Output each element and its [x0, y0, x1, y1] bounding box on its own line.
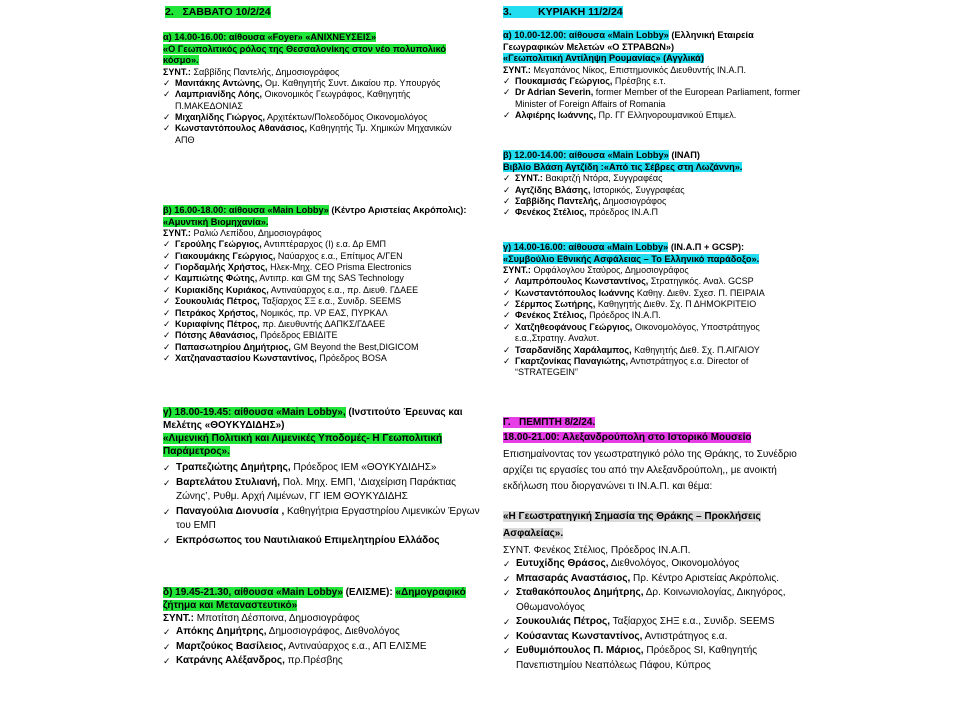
speaker-description: Διεθνολόγος, Οικονομολόγος: [610, 558, 740, 569]
moderator: ΣΥΝΤ. Φενέκος Στέλιος, Πρόεδρος ΙΝ.Α.Π.: [503, 545, 691, 556]
speaker-description: Αντιπτέραρχος (I) ε.α. Δρ ΕΜΠ: [263, 239, 387, 250]
speaker-description: Καθηγητής Διεθ. Σχ. Π.ΑΙΓΑΙΟΥ: [634, 344, 760, 355]
session-b: β) 12.00-14.00: αίθουσα «Main Lobby» (ΙΝΑΠ) Βιβλίο Βλάση Αγτζίδη :«Από τις Σέβρες στη Λωζάννη». ✓ ΣΥΝΤ.: Βακιρτζή Ντόρα, Συγγραφέας ✓ Αγτζίδης Βλάσης, Ιστορικός, Συγγραφέας ✓ Σαββίδης Παντελής, Δημοσιογράφος ✓ Φενέκος Στέλιος, πρόεδρος ΙΝ.Α.Π: [503, 150, 803, 219]
speaker-list: [163, 461, 485, 548]
speaker-item: [163, 296, 483, 307]
speaker-name: Κωνσταντόπουλος Αθανάσιος,: [175, 123, 308, 134]
speaker-description: πρ. Διευθυντής ΔΑΠΚΣ/ΓΔΑΕΕ: [262, 319, 386, 330]
moderator: ΣΥΝΤ.: Σαββίδης Παντελής, Δημοσιογράφος: [163, 66, 340, 77]
speaker-name: Πότσης Αθανάσιος,: [175, 330, 258, 341]
session-title: δ) 19.45-21.30, αίθουσα «Main Lobby»: [163, 587, 343, 598]
speaker-name: Γιακουμάκης Γεώργιος,: [175, 250, 276, 261]
speaker-item: [163, 342, 483, 353]
speaker-name: Φενέκος Στέλιος,: [515, 310, 587, 321]
speaker-description: Καθηγητής Τμ. Χημικών Μηχανικών ΑΠΘ: [175, 123, 452, 145]
speaker-name: Σουκουλιάς Πέτρος,: [175, 296, 260, 307]
speaker-description: Δημοσιογράφος, Διεθνολόγος: [268, 626, 400, 637]
session-g: [503, 416, 809, 673]
speaker-description: Πρόεδρος ΙΕΜ «ΘΟΥΚΥΔΙΔΗΣ»: [293, 462, 437, 473]
speaker-description: GM Beyond the Best,DIGICOM: [293, 341, 419, 352]
speaker-item: [503, 207, 803, 218]
speaker-description: Οικονομικός Γεωγράφος, Καθηγητής Π.ΜΑΚΕΔΟΝΙΑΣ: [175, 89, 411, 111]
day-heading: Γ. ΠΕΜΠΤΗ 8/2/24.: [503, 417, 596, 428]
speaker-item: [163, 262, 483, 273]
speaker-description: Αντιναύαρχος ε.α., πρ. Διευθ. ΓΔΑΕΕ: [270, 284, 419, 295]
speaker-name: ΣΥΝΤ.:: [515, 173, 543, 184]
speaker-description: Αντιπρ. και GM της SAS Technology: [259, 273, 404, 284]
speaker-description: Ταξίαρχος ΣΞ ε.α., Συνιδρ. SEEMS: [261, 296, 402, 307]
speaker-name: Πετράκος Χρήστος,: [175, 307, 258, 318]
speaker-item: [163, 123, 473, 146]
speaker-name: Γερούλης Γεώργιος,: [175, 239, 262, 250]
speaker-name: Μανιτάκης Αντώνης,: [175, 77, 263, 88]
speaker-item: [503, 310, 803, 321]
speaker-name: Παπασωτηρίου Δημήτριος,: [175, 341, 291, 352]
session-subtitle: «Λιμενική Πολιτική και Λιμενικές Υποδομές- Η Γεωπολιτική Παράμετρος».: [163, 433, 443, 457]
speaker-description: Καθηγ. Διεθν. Σχεσ. Π. ΠΕΙΡΑΙΑ: [636, 287, 765, 298]
speaker-item: [503, 615, 809, 630]
moderator: ΣΥΝΤ.: Ορφάλογλου Σταύρος, Δημοσιογράφος: [503, 265, 689, 276]
speaker-name: Γκαρτζονίκας Παναγιώτης,: [515, 356, 628, 367]
speaker-description: Αντιστράτηγος ε.α.: [644, 630, 728, 642]
moderator: ΣΥΝΤ.: Μποτίτση Δέσποινα, Δημοσιογράφος: [163, 613, 360, 624]
speaker-item: [503, 322, 803, 345]
speaker-name: Χατζηαναστασίου Κωνσταντίνος,: [175, 353, 317, 364]
speaker-item: [503, 196, 803, 207]
speaker-description: Πολ. Μηχ. ΕΜΠ, ‘Διαχείριση Παράκτιας Ζώνης’, Ρυθμ. Αρχή Λιμένων, ΓΓ ΙΕΜ ΘΟΥΚΥΔΙΔΗΣ: [176, 476, 456, 502]
speaker-list: [163, 239, 483, 364]
speaker-description: Πρ. ΓΓ Ελληνορουμανικού Επιμελ.: [598, 110, 737, 120]
speaker-name: Αλφιέρης Ιωάννης,: [515, 110, 596, 120]
speaker-item: [163, 251, 483, 262]
session-subtitle: «Δημογραφικό ζήτημα και Μεταναστευτικό»: [163, 587, 466, 611]
speaker-name: Σουκουλιάς Πέτρος,: [516, 616, 611, 627]
session-a: α) 10.00-12.00: αίθουσα «Main Lobby» (Ελληνική Εταιρεία Γεωγραφικών Μελετών «Ο ΣΤΡΑΒΩΝ») «Γεωπολιτική Αντίληψη Ρουμανίας» (Αγγλικά) ΣΥΝΤ.: Μεγαπάνος Νίκος, Επιστημονικός Διευθυντής ΙΝ.Α.Π. ✓ Πουκαμισάς Γεώργιος, Πρέσβης ε.τ. ✓ Dr Adrian Severin, former Member of the European Parliament, former Minister of Foreign Affairs of Romania ✓ Αλφιέρης Ιωάννης, Πρ. ΓΓ Ελληνορουμανικού Επιμελ.: [503, 30, 803, 121]
speaker-item: [503, 288, 803, 299]
speaker-name: Τραπεζιώτης Δημήτρης,: [176, 462, 291, 473]
speaker-item: [163, 308, 483, 319]
intro-text: Επισημαίνοντας τον γεωστρατηγικό ρόλο της Θράκης, το Συνέδριο αρχίζει τις εργασίες του από την Αλεξανδρούπολη,, με ανοικτή εκδήλωση που διοργανώνει τι ΙΝ.Α.Π. και θέμα:: [503, 449, 797, 492]
speaker-description: Ομ. Καθηγητής Συντ. Δικαίου πρ. Υπουργός: [264, 77, 441, 88]
session-a: [163, 32, 473, 146]
speaker-name: Παναγούλια Διονυσία ,: [176, 505, 285, 517]
moderator: ΣΥΝΤ.: Μεγαπάνος Νίκος, Επιστημονικός Διευθυντής ΙΝ.Α.Π.: [503, 64, 747, 75]
session-subtitle: «Από τις Σέβρες στη Λωζάννη».: [603, 161, 743, 172]
speaker-description: Νομικός, πρ. VP ΕΑΣ, ΠΥΡΚΑΛ: [260, 307, 388, 318]
speaker-name: Κατράνης Αλέξανδρος,: [176, 655, 285, 666]
speaker-item: [163, 330, 483, 341]
speaker-item: [503, 173, 803, 184]
speaker-name: Ευτυχίδης Θράσος,: [516, 558, 609, 569]
session-title: γ) 18.00-19.45: αίθουσα «Main Lobby»,: [163, 407, 346, 418]
session-subtitle: «Ο Γεωπολιτικός ρόλος της Θεσσαλονίκης στον νέο πολυπολικό κόσμο».: [163, 43, 447, 66]
speaker-name: Σέρμπος Σωτήρης,: [515, 299, 596, 309]
speaker-name: Εκπρόσωπος του Ναυτιλιακού Επιμελητηρίου Ελλάδος: [176, 534, 440, 546]
session-subtitle: «Γεωπολιτική Αντίληψη Ρουμανίας» (Αγγλικά): [503, 53, 704, 64]
speaker-item: [163, 654, 489, 669]
speaker-description: Πρόεδρος BOSA: [319, 353, 387, 364]
speaker-item: [503, 299, 803, 310]
speaker-description: Πρόεδρος ΕΒΙΔΙΤΕ: [260, 330, 338, 341]
session-d: δ) 19.45-21.30, αίθουσα «Main Lobby» (ΕΛΙΣΜΕ): «Δημογραφικό ζήτημα και Μεταναστευτικό» ΣΥΝΤ.: Μποτίτση Δέσποινα, Δημοσιογράφος ✓ Απόκης Δημήτρης, Δημοσιογράφος, Διεθνολόγος ✓ Μαρτζούκος Βασίλειος, Αντιναύαρχος ε.α., ΑΠ ΕΛΙΣΜΕ ✓ Κατράνης Αλέξανδρος, πρ.Πρέσβης: [163, 586, 489, 669]
speaker-description: former Member of the European Parliament, former Minister of Foreign Affairs of Romania: [515, 87, 801, 109]
speaker-description: Αντιστράτηγος ε.α. Director of “STRATEGEIN”: [515, 356, 749, 378]
speaker-description: Πρόεδρος ΙΝ.Α.Π.: [589, 310, 661, 321]
speaker-item: [503, 557, 809, 572]
session-c: γ) 14.00-16.00: αίθουσα «Main Lobby» (ΙΝ.Α.Π + GCSP): «Συμβούλιο Εθνικής Ασφάλειας – Το Ελληνικό παράδοξο». ΣΥΝΤ.: Ορφάλογλου Σταύρος, Δημοσιογράφος ✓ Λαμπρόπουλος Κωνσταντίνος, Στρατηγικός. Αναλ. GCSP ✓ Κωνσταντόπουλος Ιωάννης Καθηγ. Διεθν. Σχεσ. Π. ΠΕΙΡΑΙΑ ✓ Σέρμπος Σωτήρης, Καθηγητής Διεθν. Σχ. Π ΔΗΜΟΚΡΙΤΕΙΟ ✓ Φενέκος Στέλιος, Πρόεδρος ΙΝ.Α.Π. ✓ Χατζηθεοφάνους Γεώργιος, Οικονομολόγος, Υποστράτηγος ε.α.,Στρατηγ. Αναλυτ. ✓ Τσαρδανίδης Χαράλαμπος, Καθηγητής Διεθ. Σχ. Π.ΑΙΓΑΙΟΥ ✓ Γκαρτζονίκας Παναγιώτης, Αντιστράτηγος ε.α. Director of “STRATEGEIN”: [503, 242, 803, 379]
speaker-description: Πρ. Κέντρο Αριστείας Ακρόπολις.: [633, 572, 779, 584]
session-title: β) 16.00-18.00: αίθουσα «Main Lobby»: [163, 205, 329, 215]
speaker-name: Μιχαηλίδης Γιώργος,: [175, 112, 265, 122]
speaker-name: Κυριακίδης Κυριάκος,: [175, 284, 269, 295]
speaker-item: [503, 572, 809, 587]
speaker-name: Απόκης Δημήτρης,: [176, 626, 267, 637]
speaker-description: Αρχιτέκτων/Πολεοδόμος Οικονομολόγος: [267, 112, 428, 122]
speaker-item: [503, 586, 809, 615]
speaker-list: [503, 557, 809, 673]
speaker-list: [163, 78, 473, 146]
speaker-item: [163, 285, 483, 296]
speaker-description: πρόεδρος ΙΝ.Α.Π: [589, 207, 658, 218]
speaker-description: Ναύαρχος ε.α., Επίτιμος Α/ΓΕΝ: [277, 250, 403, 261]
speaker-item: [163, 239, 483, 250]
speaker-list: [163, 625, 489, 669]
speaker-name: Κωνσταντόπουλος Ιωάννης: [515, 287, 635, 298]
speaker-item: [163, 78, 473, 89]
session-subtitle: «Συμβούλιο Εθνικής Ασφάλειας – Το Ελληνικό παράδοξο».: [503, 253, 760, 264]
speaker-description: Αντιναύαρχος ε.α., ΑΠ ΕΛΙΣΜΕ: [288, 640, 427, 652]
speaker-item: [503, 185, 803, 196]
speaker-item: [163, 505, 485, 534]
session-title: β) 12.00-14.00: αίθουσα «Main Lobby»: [503, 150, 669, 160]
speaker-item: [163, 353, 483, 364]
speaker-description: Πρόεδρος SI, Καθηγητής Πανεπιστημίου Νεαπόλεως Πάφου, Κύπρος: [516, 645, 758, 671]
speaker-item: [163, 461, 485, 476]
session-subtitle: «Αμυντική Βιομηχανία».: [163, 216, 269, 227]
speaker-item: [163, 625, 489, 640]
speaker-item: [503, 87, 803, 110]
speaker-list: [503, 173, 803, 219]
session-title: γ) 14.00-16.00: αίθουσα «Main Lobby»: [503, 242, 669, 252]
speaker-description: Δρ. Κοινωνιολογίας, Δικηγόρος, Οθωμανολόγος: [516, 587, 786, 613]
speaker-description: Πρέσβης ε.τ.: [614, 75, 666, 86]
session-subtitle: «Η Γεωστρατηγική Σημασία της Θράκης – Προκλήσεις Ασφαλείας».: [503, 511, 761, 539]
speaker-name: Φενέκος Στέλιος,: [515, 207, 587, 218]
speaker-description: Δημοσιογράφος: [602, 196, 667, 206]
moderator: ΣΥΝΤ.: Ραλιώ Λεπίδου, Δημοσιογράφος: [163, 228, 322, 239]
day-heading: 3. ΚΥΡΙΑΚΗ 11/2/24: [503, 6, 623, 18]
speaker-item: [503, 76, 803, 87]
speaker-name: Μπασαράς Αναστάσιος,: [516, 572, 631, 584]
speaker-item: [163, 534, 485, 549]
speaker-item: [163, 112, 473, 123]
session-b: β) 16.00-18.00: αίθουσα «Main Lobby» (Κέντρο Αριστείας Ακρόπολις): «Αμυντική Βιομηχανία». ΣΥΝΤ.: Ραλιώ Λεπίδου, Δημοσιογράφος ✓ Γερούλης Γεώργιος, Αντιπτέραρχος (I) ε.α. Δρ ΕΜΠ ✓ Γιακουμάκης Γεώργιος, Ναύαρχος ε.α., Επίτιμος Α/ΓΕΝ ✓ Γιορδαμλής Χρήστος, Ηλεκ-Μηχ. CEO Prisma Electronics ✓ Καμπιώτης Φώτης, Αντιπρ. και GM της SAS Technology ✓ Κυριακίδης Κυριάκος, Αντιναύαρχος ε.α., πρ. Διευθ. ΓΔΑΕΕ ✓ Σουκουλιάς Πέτρος, Ταξίαρχος ΣΞ ε.α., Συνιδρ. SEEMS ✓ Πετράκος Χρήστος, Νομικός, πρ. VP ΕΑΣ, ΠΥΡΚΑΛ ✓ Κυριαφίνης Πέτρος, πρ. Διευθυντής ΔΑΠΚΣ/ΓΔΑΕΕ ✓ Πότσης Αθανάσιος, Πρόεδρος ΕΒΙΔΙΤΕ ✓ Παπασωτηρίου Δημήτριος, GM Beyond the Best,DIGICOM ✓ Χατζηαναστασίου Κωνσταντίνος, Πρόεδρος BOSA: [163, 205, 483, 365]
speaker-list: [503, 76, 803, 122]
speaker-name: Βαρτελάτου Στυλιανή,: [176, 476, 281, 488]
speaker-description: Καθηγητής Διεθν. Σχ. Π ΔΗΜΟΚΡΙΤΕΙΟ: [597, 299, 757, 309]
speaker-name: Αγτζίδης Βλάσης,: [515, 184, 591, 195]
speaker-name: Γιορδαμλής Χρήστος,: [175, 262, 268, 272]
speaker-description: Στρατηγικός. Αναλ. GCSP: [650, 276, 754, 287]
speaker-name: Χατζηθεοφάνους Γεώργιος,: [515, 321, 633, 332]
speaker-description: Καθηγήτρια Εργαστηρίου Λιμενικών Έργων του ΕΜΠ: [176, 505, 480, 531]
speaker-item: [163, 640, 489, 655]
session-title: α) 14.00-16.00: αίθουσα «Foyer» «ΑΝΙΧΝΕΥΣΕΙΣ»: [163, 32, 377, 42]
speaker-item: [503, 110, 803, 121]
speaker-name: Λαμπριανίδης Λόης,: [175, 89, 263, 100]
speaker-item: [163, 89, 473, 112]
speaker-item: [503, 276, 803, 287]
speaker-name: Ευθυμιόπουλος Π. Μάριος,: [516, 645, 644, 656]
speaker-item: [503, 356, 803, 379]
speaker-name: Dr Adrian Severin,: [515, 87, 594, 98]
speaker-name: Πουκαμισάς Γεώργιος,: [515, 75, 613, 86]
speaker-name: Μαρτζούκος Βασίλειος,: [176, 640, 287, 652]
speaker-name: Τσαρδανίδης Χαράλαμπος,: [515, 344, 632, 355]
speaker-name: Σταθακόπουλος Δημήτρης,: [516, 587, 644, 598]
speaker-description: Ταξίαρχος ΣΗΞ ε.α., Συνιδρ. SEEMS: [612, 616, 775, 627]
session-title: α) 10.00-12.00: αίθουσα «Main Lobby»: [503, 30, 669, 40]
speaker-item: [163, 273, 483, 284]
speaker-name: Λαμπρόπουλος Κωνσταντίνος,: [515, 276, 649, 287]
day-heading: 2. ΣΑΒΒΑΤΟ 10/2/24: [165, 6, 271, 18]
speaker-name: Σαββίδης Παντελής,: [515, 196, 601, 206]
speaker-name: Κούσαντας Κωνσταντίνος,: [516, 630, 643, 642]
speaker-description: Οικονομολόγος, Υποστράτηγος ε.α.,Στρατηγ. Αναλυτ.: [515, 321, 760, 344]
speaker-item: [163, 476, 485, 505]
speaker-list: [503, 276, 803, 379]
speaker-description: Βακιρτζή Ντόρα, Συγγραφέας: [545, 173, 663, 184]
speaker-description: Ηλεκ-Μηχ. CEO Prisma Electronics: [270, 262, 412, 272]
speaker-item: [503, 345, 803, 356]
speaker-name: Κυριαφίνης Πέτρος,: [175, 319, 260, 330]
speaker-name: Καμπιώτης Φώτης,: [175, 273, 258, 284]
speaker-item: [503, 630, 809, 645]
speaker-item: [163, 319, 483, 330]
speaker-item: [503, 644, 809, 673]
speaker-description: Ιστορικός, Συγγραφέας: [593, 184, 685, 195]
speaker-description: πρ.Πρέσβης: [287, 655, 343, 666]
session-time: 18.00-21.00: Αλεξανδρούπολη στο Ιστορικό Μουσείο: [503, 432, 752, 443]
session-c: γ) 18.00-19.45: αίθουσα «Main Lobby», (Ινστιτούτο Έρευνας και Μελέτης «ΘΟΥΚΥΔΙΔΗΣ») «Λιμενική Πολιτική και Λιμενικές Υποδομές- Η Γεωπολιτική Παράμετρος». ✓ Τραπεζιώτης Δημήτρης, Πρόεδρος ΙΕΜ «ΘΟΥΚΥΔΙΔΗΣ» ✓ Βαρτελάτου Στυλιανή, Πολ. Μηχ. ΕΜΠ, ‘Διαχείριση Παράκτιας Ζώνης’, Ρυθμ. Αρχή Λιμένων, ΓΓ ΙΕΜ ΘΟΥΚΥΔΙΔΗΣ ✓ Παναγούλια Διονυσία , Καθηγήτρια Εργαστηρίου Λιμενικών Έργων του ΕΜΠ ✓ Εκπρόσωπος του Ναυτιλιακού Επιμελητηρίου Ελλάδος: [163, 406, 485, 548]
